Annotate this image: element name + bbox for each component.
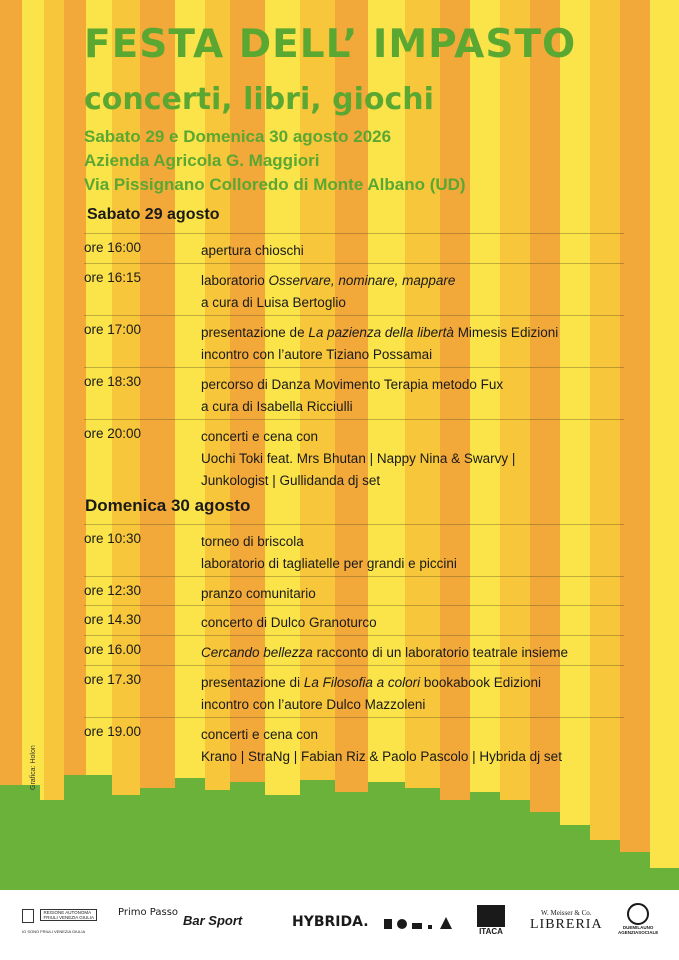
event-subtitle: concerti, libri, giochi bbox=[84, 82, 434, 117]
event-time: ore 18:30 bbox=[84, 374, 142, 389]
hybrida-logo: HYBRIDA. bbox=[292, 914, 369, 930]
itaca-logo: ITACA bbox=[477, 905, 505, 936]
event-time: ore 17:00 bbox=[84, 322, 142, 337]
schedule-row bbox=[84, 665, 624, 712]
background-stripe bbox=[620, 0, 650, 900]
event-description: concerti e cena con Uochi Toki feat. Mrs Bhutan | Nappy Nina & Swarvy | Junkologist | Gullidanda dj set bbox=[201, 429, 516, 488]
schedule-row bbox=[84, 576, 624, 601]
duemilauno-logo: DUEMILAUNO AGENZIASOCIALE bbox=[618, 903, 658, 935]
schedule-row bbox=[84, 367, 624, 414]
event-description: concerto di Dulco Granoturco bbox=[201, 615, 377, 630]
event-title: FESTA DELL’ IMPASTO bbox=[84, 22, 577, 67]
rodia-logo-icon bbox=[384, 915, 454, 934]
event-time: ore 20:00 bbox=[84, 426, 142, 441]
event-time: ore 12:30 bbox=[84, 583, 142, 598]
event-description: presentazione de La pazienza della libertà Mimesis Edizioni incontro con l’autore Tiziano Possamai bbox=[201, 325, 559, 362]
event-description: concerti e cena con Krano | StraNg | Fabian Riz & Paolo Pascolo | Hybrida dj set bbox=[201, 727, 562, 764]
background-stripe bbox=[560, 0, 590, 900]
schedule-row bbox=[84, 524, 624, 571]
event-description: presentazione di La Filosofia a colori bookabook Edizioni incontro con l’autore Dulco Mazzoleni bbox=[201, 675, 541, 712]
schedule-row bbox=[84, 635, 624, 660]
event-time: ore 19.00 bbox=[84, 724, 142, 739]
event-dates: Sabato 29 e Domenica 30 agosto 2026 bbox=[84, 127, 392, 146]
event-time: ore 14.30 bbox=[84, 612, 142, 627]
event-time: ore 16.00 bbox=[84, 642, 142, 657]
schedule-row bbox=[84, 419, 624, 488]
graphics-credit: Grafica: Holon bbox=[30, 745, 37, 790]
event-address: Via Pissignano Colloredo di Monte Albano (UD) bbox=[84, 175, 466, 194]
event-description: laboratorio Osservare, nominare, mappare a cura di Luisa Bertoglio bbox=[201, 273, 456, 310]
meisser-libreria-logo: W. Meisser & Co. LIBRERIA bbox=[530, 909, 603, 932]
sunday-heading: Domenica 30 agosto bbox=[85, 496, 251, 515]
itaca-icon bbox=[477, 905, 505, 927]
event-description: percorso di Danza Movimento Terapia metodo Fux a cura di Isabella Ricciulli bbox=[201, 377, 504, 414]
regione-fvg-logo: REGIONE AUTONOMA FRIULI VENEZIA GIULIA IO SONO FRIULI VENEZIA GIULIA bbox=[22, 909, 97, 934]
event-description: pranzo comunitario bbox=[201, 586, 316, 601]
event-description: torneo di briscola laboratorio di tagliatelle per grandi e piccini bbox=[201, 534, 457, 571]
background-stripe bbox=[44, 0, 64, 900]
background-stripe bbox=[0, 0, 22, 900]
event-time: ore 10:30 bbox=[84, 531, 142, 546]
bar-sport-logo: Bar Sport bbox=[183, 913, 243, 928]
schedule-row bbox=[84, 315, 624, 362]
event-time: ore 17.30 bbox=[84, 672, 142, 687]
background-stripe bbox=[590, 0, 620, 900]
schedule-row bbox=[84, 233, 624, 258]
event-description: apertura chioschi bbox=[201, 243, 304, 258]
event-venue: Azienda Agricola G. Maggiori bbox=[84, 151, 320, 170]
background-stripe bbox=[650, 0, 679, 900]
background-stripe bbox=[64, 0, 86, 900]
event-time: ore 16:00 bbox=[84, 240, 142, 255]
saturday-heading: Sabato 29 agosto bbox=[87, 206, 220, 223]
schedule-row bbox=[84, 605, 624, 630]
schedule-row bbox=[84, 263, 624, 310]
schedule-row bbox=[84, 717, 624, 764]
regione-emblem-icon bbox=[22, 909, 34, 923]
sponsor-logos bbox=[0, 895, 679, 955]
primo-passo-logo: Primo Passo bbox=[118, 907, 179, 918]
duemilauno-icon bbox=[627, 903, 649, 925]
rodia-mark-icon bbox=[384, 915, 454, 929]
event-time: ore 16:15 bbox=[84, 270, 142, 285]
event-description: Cercando bellezza racconto di un laboratorio teatrale insieme bbox=[201, 645, 568, 660]
